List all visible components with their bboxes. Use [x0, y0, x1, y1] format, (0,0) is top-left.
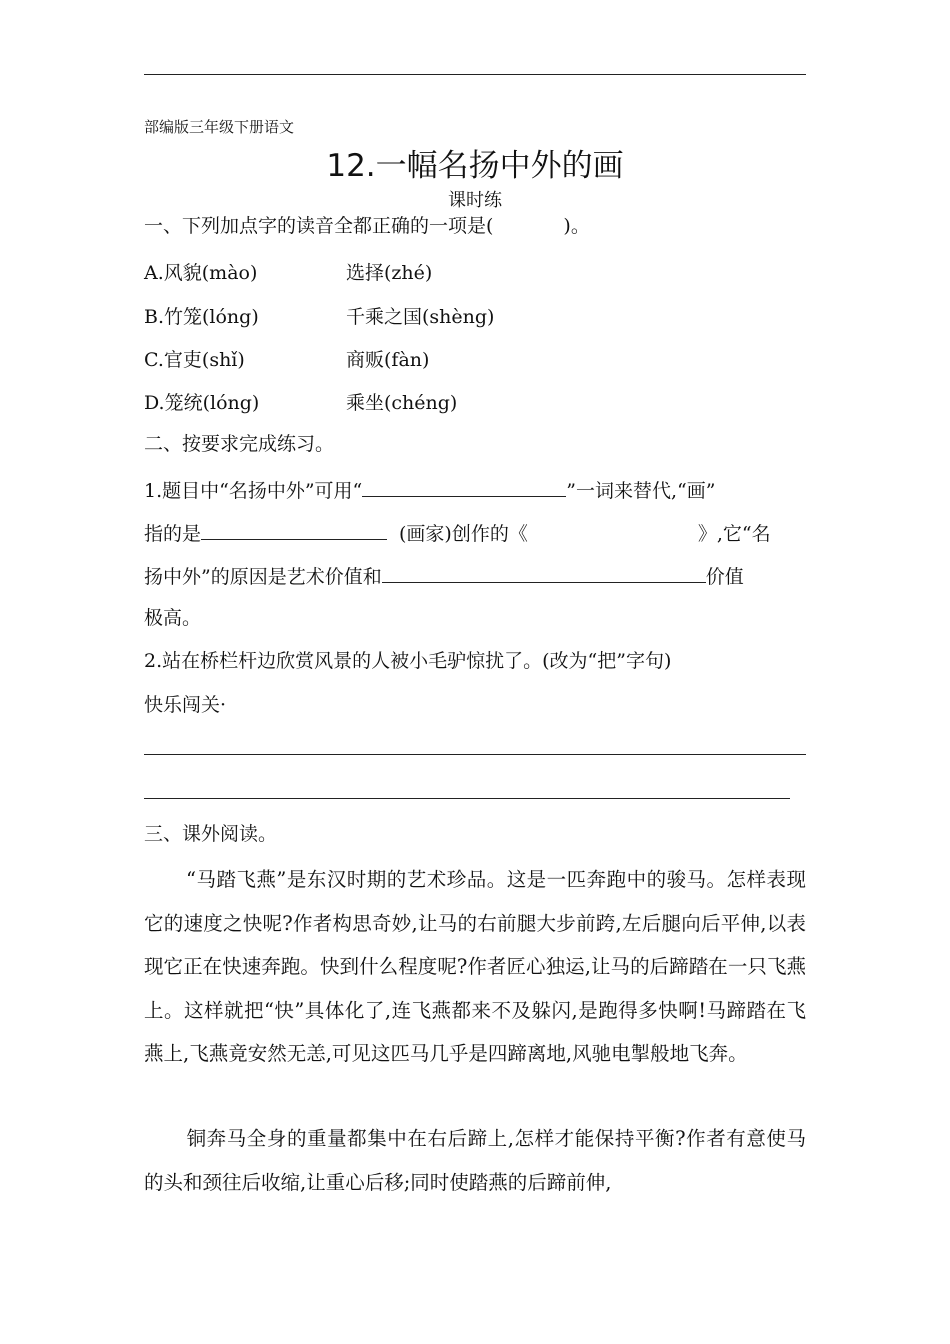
q2-question: 2.站在桥栏杆边欣赏风景的人被小毛驴惊扰了。(改为“把”字句)	[144, 650, 672, 672]
section1-question	[144, 214, 590, 238]
q1-line2	[144, 519, 771, 546]
q1-part6: 扬中外”的原因是艺术价值和	[144, 566, 382, 588]
paragraph-2-text: 铜奔马全身的重量都集中在右后蹄上,怎样才能保持平衡?作者有意使马的头和颈往后收缩,让重心后移;同时使踏燕的后蹄前伸,	[144, 1127, 806, 1194]
q1-part3: 指的是	[144, 523, 202, 545]
option-b-left: B.竹笼(lóng)	[144, 306, 259, 328]
grade-note: 部编版三年级下册语文	[144, 118, 295, 136]
q1-line1	[144, 476, 715, 503]
option-a-right: 选择(zhé)	[346, 262, 433, 284]
q1-line3	[144, 562, 744, 589]
q1-part1: 1.题目中“名扬中外”可用“	[144, 480, 363, 502]
q1-part7: 价值	[705, 566, 744, 588]
q2-label: 快乐闯关·	[144, 694, 227, 716]
option-b-right: 千乘之国(shèng)	[346, 306, 495, 328]
paragraph-1-text: “马踏飞燕”是东汉时期的艺术珍品。这是一匹奔跑中的骏马。怎样表现它的速度之快呢?作者构思奇妙,让马的右前腿大步前跨,左后腿向后平伸,以表现它正在快速奔跑。快到什么程度呢?作者匠心独运,让马的后蹄踏在一只飞燕上。这样就把“快”具体化了,连飞燕都来不及躲闪,是跑得多快啊!马蹄踏在飞燕上,飞燕竟安然无恙,可见这匹马几乎是四蹄离地,风驰电掣般地飞奔。	[144, 868, 806, 1065]
option-d-right: 乘坐(chéng)	[346, 392, 458, 414]
answer-line-2[interactable]	[144, 798, 790, 799]
top-rule	[144, 74, 806, 75]
q1-part4: (画家)创作的《	[399, 523, 528, 545]
reading-paragraph-1	[144, 858, 806, 1076]
option-d-left: D.笼统(lóng)	[144, 392, 260, 414]
section1-question-text: 一、下列加点字的读音全都正确的一项是(	[144, 215, 494, 237]
option-a-left: A.风貌(mào)	[144, 262, 258, 284]
q1-part2: ”一词来替代,“画”	[566, 480, 716, 502]
section2-heading: 二、按要求完成练习。	[144, 433, 335, 455]
page-title: 12.一幅名扬中外的画	[326, 148, 624, 184]
option-c-right: 商贩(fàn)	[346, 349, 430, 371]
option-c-left: C.官吏(shǐ)	[144, 349, 245, 371]
answer-line-1[interactable]	[144, 754, 806, 755]
q1-blank-synonym[interactable]	[362, 476, 566, 497]
section1-question-end: )。	[563, 215, 590, 237]
q1-blank-value[interactable]	[382, 562, 706, 583]
page-subtitle: 课时练	[448, 190, 502, 211]
q1-blank-painter[interactable]	[201, 519, 387, 540]
q1-part5: 》,它“名	[697, 523, 771, 545]
reading-paragraph-2	[144, 1117, 806, 1204]
section3-heading: 三、课外阅读。	[144, 823, 278, 845]
q1-line4: 极高。	[144, 607, 202, 629]
